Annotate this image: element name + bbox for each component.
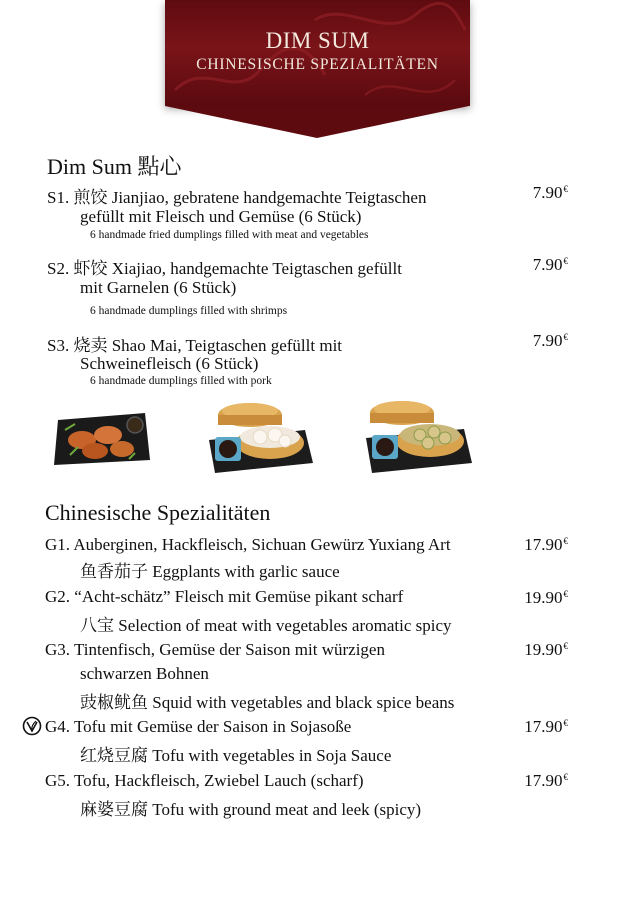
special-item-g3-price: 19.90€ (524, 640, 568, 659)
header-banner-tip (165, 106, 469, 138)
shrimp-dumplings-steamer-photo (205, 395, 315, 475)
special-item-g5-line2: 麻婆豆腐 Tofu with ground meat and leek (spicy) (80, 800, 422, 819)
dimsum-item-s1-line2: gefüllt mit Fleisch und Gemüse (6 Stück) (80, 207, 362, 226)
vegetarian-icon (22, 716, 42, 736)
special-item-g2-line1: G2. “Acht-schätz” Fleisch mit Gemüse pikant scharf (45, 587, 404, 606)
special-item-g5-line1: G5. Tofu, Hackfleisch, Zwiebel Lauch (scharf) (45, 771, 364, 790)
dimsum-item-s2-price: 7.90€ (532, 255, 568, 274)
dimsum-item-s2-english: 6 handmade dumplings filled with shrimps (90, 305, 288, 317)
fried-dumplings-photo (50, 405, 155, 470)
dimsum-item-s2-line2: mit Garnelen (6 Stück) (80, 278, 237, 297)
special-item-g5-price: 17.90€ (524, 771, 568, 790)
special-item-g1-price: 17.90€ (524, 535, 568, 554)
special-item-g4-line2: 红烧豆腐 Tofu with vegetables in Soja Sauce (80, 746, 392, 765)
section-title-dimsum: Dim Sum 點心 (47, 154, 182, 179)
dimsum-item-s1-price: 7.90€ (532, 183, 568, 202)
shao-mai-steamer-photo (362, 393, 474, 475)
dimsum-item-s2-line1: S2. 虾饺 Xiajiao, handgemachte Teigtaschen gefüllt (47, 259, 402, 278)
dimsum-item-s3-line1: S3. 烧卖 Shao Mai, Teigtaschen gefüllt mit (47, 336, 343, 355)
special-item-g3-line2: schwarzen Bohnen (80, 664, 209, 683)
special-item-g4-line1: G4. Tofu mit Gemüse der Saison in Sojasoße (45, 717, 352, 736)
special-item-g1-line1: G1. Auberginen, Hackfleisch, Sichuan Gewürz Yuxiang Art (45, 535, 451, 554)
special-item-g2-price: 19.90€ (524, 588, 568, 607)
dimsum-item-s3-line2: Schweinefleisch (6 Stück) (80, 354, 259, 373)
dimsum-item-s1-line1: S1. 煎饺 Jianjiao, gebratene handgemachte Teigtaschen (47, 188, 427, 207)
special-item-g4-price: 17.90€ (524, 717, 568, 736)
section-title-specials: Chinesische Spezialitäten (45, 500, 271, 525)
dimsum-item-s3-price: 7.90€ (532, 331, 568, 350)
special-item-g2-line2: 八宝 Selection of meat with vegetables aromatic spicy (80, 616, 452, 635)
special-item-g3-line3: 豉椒鱿鱼 Squid with vegetables and black spice beans (80, 693, 455, 712)
banner-title: DIM SUM (265, 28, 370, 53)
special-item-g3-line1: G3. Tintenfisch, Gemüse der Saison mit würzigen (45, 640, 385, 659)
special-item-g1-line2: 鱼香茄子 Eggplants with garlic sauce (80, 562, 340, 581)
banner-subtitle: CHINESISCHE SPEZIALITÄTEN (196, 56, 439, 73)
dimsum-item-s1-english: 6 handmade fried dumplings filled with meat and vegetables (90, 229, 369, 241)
dimsum-item-s3-english: 6 handmade dumplings filled with pork (90, 375, 272, 387)
